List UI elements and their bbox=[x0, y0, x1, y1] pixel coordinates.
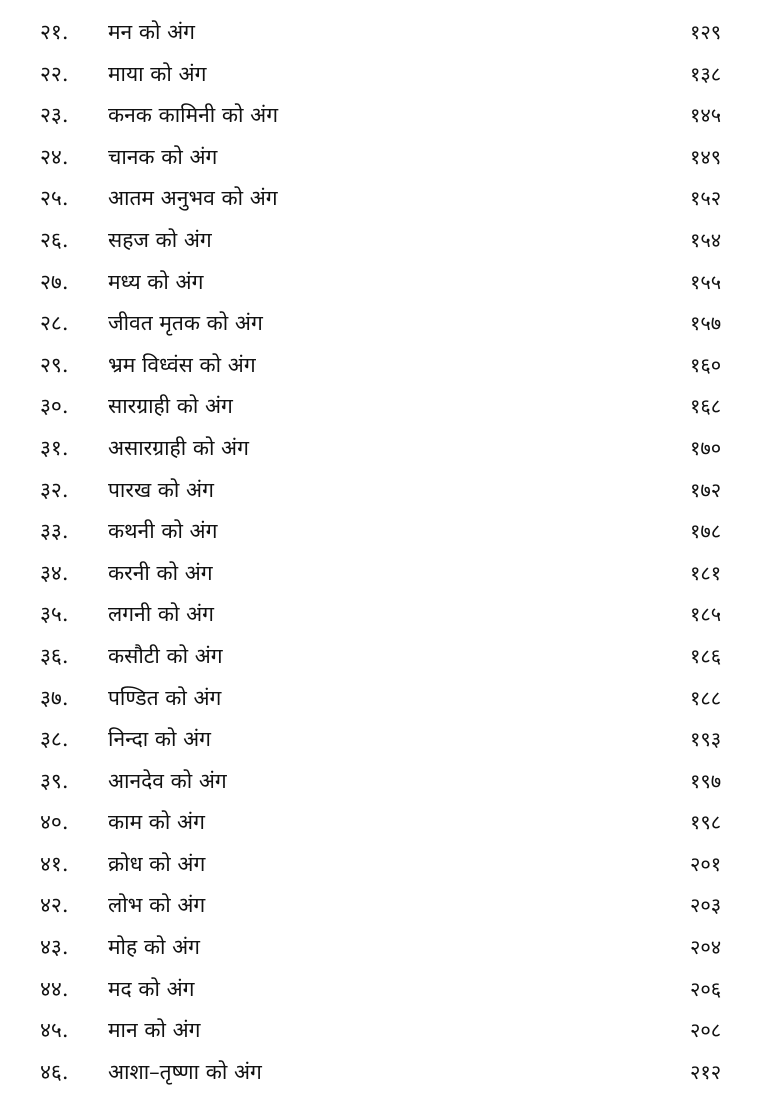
entry-title: आतम अनुभव को अंग bbox=[108, 186, 278, 211]
entry-page-number: २०१ bbox=[690, 851, 722, 876]
entry-number: २९. bbox=[40, 352, 69, 377]
toc-entry bbox=[0, 220, 780, 262]
entry-title: काम को अंग bbox=[108, 810, 205, 835]
entry-title: कनक कामिनी को अंग bbox=[108, 103, 279, 128]
entry-title: भ्रम विध्वंस को अंग bbox=[108, 352, 256, 377]
entry-page-number: १३८ bbox=[690, 61, 722, 86]
toc-entry bbox=[0, 12, 780, 54]
entry-title: क्रोध को अंग bbox=[108, 851, 206, 876]
entry-title: निन्दा को अंग bbox=[108, 727, 211, 752]
entry-number: ४०. bbox=[40, 810, 69, 835]
toc-entry bbox=[0, 470, 780, 512]
toc-entry bbox=[0, 262, 780, 304]
entry-title: पारख को अंग bbox=[108, 477, 214, 502]
entry-title: मन को अंग bbox=[108, 20, 195, 44]
table-of-contents bbox=[0, 12, 780, 1093]
toc-entry bbox=[0, 636, 780, 678]
entry-page-number: १६० bbox=[690, 352, 722, 377]
entry-title: पण्डित को अंग bbox=[108, 685, 222, 710]
toc-entry bbox=[0, 95, 780, 137]
entry-page-number: २०८ bbox=[690, 1018, 722, 1043]
toc-entry bbox=[0, 428, 780, 470]
entry-page-number: १७२ bbox=[690, 477, 722, 502]
entry-page-number: १८६ bbox=[690, 643, 722, 668]
entry-number: २३. bbox=[40, 103, 69, 128]
toc-entry bbox=[0, 761, 780, 803]
entry-page-number: २०३ bbox=[690, 893, 722, 918]
entry-number: ३५. bbox=[40, 602, 69, 627]
entry-page-number: २०४ bbox=[690, 935, 722, 960]
toc-entry bbox=[0, 303, 780, 345]
entry-title: कसौटी को अंग bbox=[108, 643, 223, 668]
entry-page-number: १९७ bbox=[690, 768, 722, 793]
entry-page-number: १८१ bbox=[690, 560, 722, 585]
entry-page-number: १८५ bbox=[690, 602, 722, 627]
entry-number: ४१. bbox=[40, 851, 69, 876]
toc-entry bbox=[0, 594, 780, 636]
entry-number: २६. bbox=[40, 227, 69, 252]
entry-page-number: १७० bbox=[690, 435, 722, 460]
toc-entry bbox=[0, 719, 780, 761]
toc-entry bbox=[0, 927, 780, 969]
entry-number: २५. bbox=[40, 186, 69, 211]
entry-number: ३१. bbox=[40, 435, 69, 460]
toc-entry bbox=[0, 678, 780, 720]
entry-number: ४३. bbox=[40, 935, 69, 960]
entry-number: २४. bbox=[40, 144, 69, 169]
toc-entry bbox=[0, 178, 780, 220]
entry-page-number: १२९ bbox=[690, 20, 722, 44]
entry-title: मद को अंग bbox=[108, 976, 195, 1001]
entry-number: ३८. bbox=[40, 727, 69, 752]
entry-page-number: १४९ bbox=[690, 144, 722, 169]
entry-number: २८. bbox=[40, 311, 69, 336]
entry-page-number: १५४ bbox=[690, 227, 722, 252]
entry-title: माया को अंग bbox=[108, 61, 207, 86]
toc-entry bbox=[0, 844, 780, 886]
entry-number: २१. bbox=[40, 20, 69, 44]
entry-number: ३६. bbox=[40, 643, 69, 668]
toc-entry bbox=[0, 1010, 780, 1052]
entry-title: मोह को अंग bbox=[108, 935, 200, 960]
entry-title: लगनी को अंग bbox=[108, 602, 214, 627]
entry-page-number: १९३ bbox=[690, 727, 722, 752]
entry-number: २७. bbox=[40, 269, 69, 294]
entry-number: ३०. bbox=[40, 394, 69, 419]
toc-entry bbox=[0, 885, 780, 927]
entry-page-number: २१२ bbox=[690, 1059, 722, 1084]
entry-page-number: १५२ bbox=[690, 186, 722, 211]
entry-title: असारग्राही को अंग bbox=[108, 435, 249, 460]
entry-title: आनदेव को अंग bbox=[108, 768, 227, 793]
toc-entry bbox=[0, 54, 780, 96]
entry-number: ३२. bbox=[40, 477, 69, 502]
entry-title: सारग्राही को अंग bbox=[108, 394, 233, 419]
entry-title: लोभ को अंग bbox=[108, 893, 206, 918]
entry-page-number: १९८ bbox=[690, 810, 722, 835]
entry-number: ४४. bbox=[40, 976, 69, 1001]
entry-number: ४६. bbox=[40, 1059, 69, 1084]
entry-number: ४५. bbox=[40, 1018, 69, 1043]
entry-number: ३७. bbox=[40, 685, 69, 710]
entry-title: मध्य को अंग bbox=[108, 269, 204, 294]
entry-title: सहज को अंग bbox=[108, 227, 212, 252]
entry-page-number: १४५ bbox=[690, 103, 722, 128]
entry-title: कथनी को अंग bbox=[108, 519, 218, 544]
toc-entry bbox=[0, 345, 780, 387]
toc-entry bbox=[0, 386, 780, 428]
toc-entry bbox=[0, 553, 780, 595]
toc-entry bbox=[0, 1052, 780, 1094]
toc-entry bbox=[0, 511, 780, 553]
toc-entry bbox=[0, 969, 780, 1011]
entry-title: आशा–तृष्णा को अंग bbox=[108, 1059, 262, 1084]
entry-title: चानक को अंग bbox=[108, 144, 218, 169]
entry-number: २२. bbox=[40, 61, 69, 86]
entry-title: जीवत मृतक को अंग bbox=[108, 311, 263, 336]
entry-page-number: १५७ bbox=[690, 311, 722, 336]
entry-title: मान को अंग bbox=[108, 1018, 201, 1043]
entry-page-number: १७८ bbox=[690, 519, 722, 544]
entry-page-number: १८८ bbox=[690, 685, 722, 710]
entry-page-number: १५५ bbox=[690, 269, 722, 294]
entry-number: ३३. bbox=[40, 519, 69, 544]
entry-number: ३९. bbox=[40, 768, 69, 793]
entry-title: करनी को अंग bbox=[108, 560, 213, 585]
entry-number: ३४. bbox=[40, 560, 69, 585]
entry-page-number: २०६ bbox=[690, 976, 722, 1001]
entry-page-number: १६८ bbox=[690, 394, 722, 419]
toc-entry bbox=[0, 137, 780, 179]
toc-entry bbox=[0, 802, 780, 844]
entry-number: ४२. bbox=[40, 893, 69, 918]
